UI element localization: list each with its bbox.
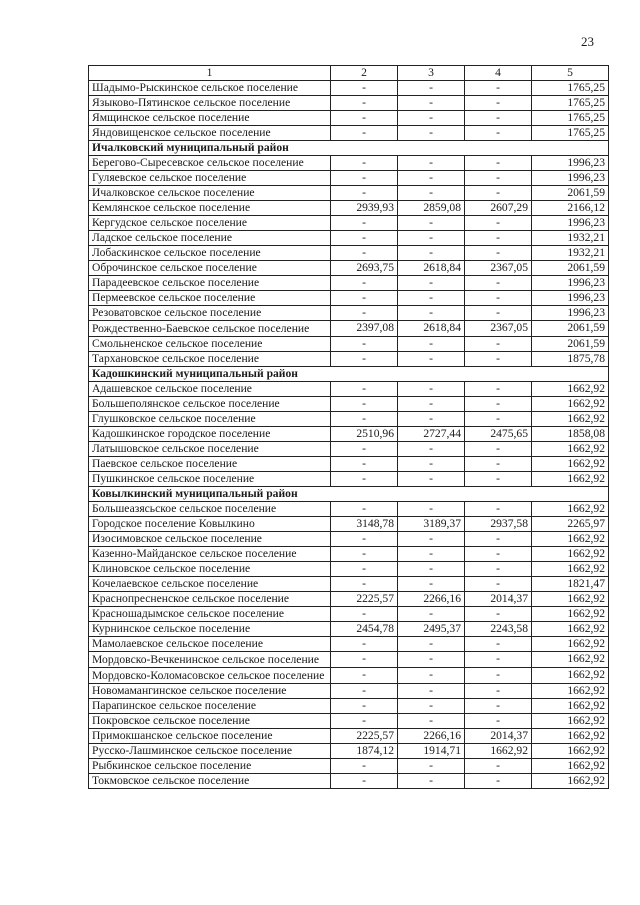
value-col-4: - (465, 306, 532, 321)
settlement-name: Ладское сельское поселение (89, 231, 331, 246)
settlement-name: Мордовско-Вечкенинское сельское поселение (89, 652, 331, 668)
value-col-2: 2510,96 (331, 427, 398, 442)
value-col-5: 1996,23 (532, 216, 609, 231)
value-col-2: 2225,57 (331, 592, 398, 607)
table-row (89, 337, 609, 352)
value-col-5: 1932,21 (532, 231, 609, 246)
table-row (89, 517, 609, 532)
settlement-name: Новомамангинское сельское поселение (89, 684, 331, 699)
settlement-name: Кемлянское сельское поселение (89, 201, 331, 216)
table-row (89, 652, 609, 668)
value-col-5: 1662,92 (532, 592, 609, 607)
value-col-5: 1996,23 (532, 171, 609, 186)
table-row (89, 246, 609, 261)
column-header-3: 3 (398, 66, 465, 81)
value-col-5: 1875,78 (532, 352, 609, 367)
table-row (89, 81, 609, 96)
value-col-4: 1662,92 (465, 744, 532, 759)
table-row (89, 427, 609, 442)
value-col-3: 2618,84 (398, 261, 465, 276)
table-row (89, 547, 609, 562)
value-col-5: 2061,59 (532, 337, 609, 352)
table-row (89, 457, 609, 472)
value-col-3: - (398, 547, 465, 562)
table-row (89, 216, 609, 231)
value-col-5: 2265,97 (532, 517, 609, 532)
column-header-4: 4 (465, 66, 532, 81)
value-col-3: - (398, 126, 465, 141)
value-col-3: 2618,84 (398, 321, 465, 337)
value-col-4: - (465, 382, 532, 397)
value-col-2: - (331, 186, 398, 201)
settlement-name: Языково-Пятинское сельское поселение (89, 96, 331, 111)
value-col-5: 1662,92 (532, 397, 609, 412)
value-col-4: - (465, 276, 532, 291)
value-col-2: - (331, 216, 398, 231)
value-col-2: - (331, 231, 398, 246)
table-row (89, 637, 609, 652)
value-col-3: 1914,71 (398, 744, 465, 759)
value-col-5: 1662,92 (532, 759, 609, 774)
section-title: Кадошкинский муниципальный район (89, 367, 609, 382)
value-col-5: 1996,23 (532, 156, 609, 171)
settlement-name: Шадымо-Рыскинское сельское поселение (89, 81, 331, 96)
value-col-4: 2014,37 (465, 729, 532, 744)
value-col-5: 1662,92 (532, 382, 609, 397)
value-col-3: - (398, 156, 465, 171)
settlement-name: Примокшанское сельское поселение (89, 729, 331, 744)
table-row (89, 276, 609, 291)
value-col-3: - (398, 186, 465, 201)
value-col-2: 2454,78 (331, 622, 398, 637)
section-title: Ковылкинский муниципальный район (89, 487, 609, 502)
value-col-3: - (398, 652, 465, 668)
value-col-5: 1662,92 (532, 714, 609, 729)
value-col-2: - (331, 156, 398, 171)
value-col-4: - (465, 684, 532, 699)
value-col-4: - (465, 352, 532, 367)
table-row (89, 759, 609, 774)
value-col-4: 2607,29 (465, 201, 532, 216)
value-col-5: 1662,92 (532, 744, 609, 759)
table-row (89, 291, 609, 306)
value-col-2: - (331, 457, 398, 472)
table-row (89, 306, 609, 321)
settlement-name: Латышовское сельское поселение (89, 442, 331, 457)
settlement-name: Русско-Лашминское сельское поселение (89, 744, 331, 759)
value-col-5: 1662,92 (532, 547, 609, 562)
value-col-3: - (398, 562, 465, 577)
value-col-2: - (331, 577, 398, 592)
settlement-name: Резоватовское сельское поселение (89, 306, 331, 321)
settlement-name: Кочелаевское сельское поселение (89, 577, 331, 592)
settlement-name: Парапинское сельское поселение (89, 699, 331, 714)
value-col-4: - (465, 412, 532, 427)
table-row (89, 397, 609, 412)
settlement-name: Пушкинское сельское поселение (89, 472, 331, 487)
value-col-5: 1662,92 (532, 637, 609, 652)
value-col-2: 2225,57 (331, 729, 398, 744)
value-col-4: - (465, 186, 532, 201)
value-col-3: - (398, 96, 465, 111)
settlement-name: Яндовищенское сельское поселение (89, 126, 331, 141)
value-col-5: 1996,23 (532, 291, 609, 306)
value-col-4: 2367,05 (465, 261, 532, 276)
table-row (89, 744, 609, 759)
value-col-2: - (331, 699, 398, 714)
value-col-3: - (398, 171, 465, 186)
value-col-3: 2859,08 (398, 201, 465, 216)
value-col-4: - (465, 457, 532, 472)
value-col-3: - (398, 699, 465, 714)
value-col-5: 1662,92 (532, 457, 609, 472)
value-col-4: - (465, 111, 532, 126)
value-col-5: 1662,92 (532, 699, 609, 714)
value-col-2: - (331, 111, 398, 126)
table-row (89, 502, 609, 517)
settlement-name: Токмовское сельское поселение (89, 774, 331, 789)
table-row (89, 532, 609, 547)
value-col-2: - (331, 306, 398, 321)
value-col-2: - (331, 668, 398, 684)
table-row (89, 96, 609, 111)
value-col-2: - (331, 96, 398, 111)
value-col-2: - (331, 412, 398, 427)
value-col-4: - (465, 547, 532, 562)
table-row (89, 622, 609, 637)
value-col-4: - (465, 96, 532, 111)
value-col-5: 2061,59 (532, 321, 609, 337)
value-col-4: - (465, 156, 532, 171)
value-col-5: 1662,92 (532, 607, 609, 622)
value-col-3: - (398, 412, 465, 427)
value-col-4: 2367,05 (465, 321, 532, 337)
value-col-5: 2061,59 (532, 186, 609, 201)
table-row (89, 562, 609, 577)
value-col-5: 1662,92 (532, 532, 609, 547)
value-col-5: 2166,12 (532, 201, 609, 216)
table-row (89, 729, 609, 744)
table-row (89, 111, 609, 126)
value-col-3: 3189,37 (398, 517, 465, 532)
settlement-name: Адашевское сельское поселение (89, 382, 331, 397)
value-col-2: 3148,78 (331, 517, 398, 532)
value-col-5: 1662,92 (532, 774, 609, 789)
table-row (89, 171, 609, 186)
table-row (89, 231, 609, 246)
settlement-name: Рыбкинское сельское поселение (89, 759, 331, 774)
value-col-4: - (465, 637, 532, 652)
value-col-5: 1996,23 (532, 276, 609, 291)
settlement-name: Кадошкинское городское поселение (89, 427, 331, 442)
value-col-3: - (398, 759, 465, 774)
value-col-5: 2061,59 (532, 261, 609, 276)
value-col-4: - (465, 337, 532, 352)
value-col-2: - (331, 637, 398, 652)
value-col-5: 1932,21 (532, 246, 609, 261)
value-col-4: 2014,37 (465, 592, 532, 607)
settlement-name: Паевское сельское поселение (89, 457, 331, 472)
value-col-3: - (398, 291, 465, 306)
settlement-name: Пермеевское сельское поселение (89, 291, 331, 306)
table-row (89, 714, 609, 729)
table-row (89, 156, 609, 171)
section-row (89, 141, 609, 156)
value-col-5: 1996,23 (532, 306, 609, 321)
value-col-4: - (465, 81, 532, 96)
table-row (89, 668, 609, 684)
value-col-5: 1765,25 (532, 81, 609, 96)
table-row (89, 412, 609, 427)
value-col-2: - (331, 397, 398, 412)
value-col-3: - (398, 231, 465, 246)
page-number: 23 (581, 34, 594, 49)
value-col-3: - (398, 607, 465, 622)
table-row (89, 699, 609, 714)
value-col-2: - (331, 382, 398, 397)
column-header-2: 2 (331, 66, 398, 81)
value-col-3: - (398, 352, 465, 367)
value-col-3: - (398, 457, 465, 472)
value-col-5: 1662,92 (532, 622, 609, 637)
table-row (89, 684, 609, 699)
value-col-5: 1765,25 (532, 111, 609, 126)
value-col-4: - (465, 577, 532, 592)
table-body (89, 66, 609, 789)
value-col-2: - (331, 532, 398, 547)
value-col-2: - (331, 337, 398, 352)
value-col-4: - (465, 502, 532, 517)
value-col-2: - (331, 759, 398, 774)
table-row (89, 382, 609, 397)
value-col-5: 1662,92 (532, 652, 609, 668)
value-col-2: - (331, 472, 398, 487)
value-col-4: - (465, 714, 532, 729)
value-col-3: - (398, 246, 465, 261)
settlement-name: Красношадымское сельское поселение (89, 607, 331, 622)
value-col-3: - (398, 216, 465, 231)
section-row (89, 487, 609, 502)
value-col-5: 1858,08 (532, 427, 609, 442)
value-col-3: - (398, 684, 465, 699)
value-col-3: - (398, 774, 465, 789)
table-row (89, 577, 609, 592)
value-col-3: - (398, 532, 465, 547)
value-col-4: - (465, 562, 532, 577)
value-col-3: 2495,37 (398, 622, 465, 637)
settlement-name: Мамолаевское сельское поселение (89, 637, 331, 652)
section-row (89, 367, 609, 382)
value-col-2: - (331, 547, 398, 562)
table-row (89, 126, 609, 141)
settlement-name: Краснопресненское сельское поселение (89, 592, 331, 607)
value-col-5: 1662,92 (532, 562, 609, 577)
value-col-3: - (398, 81, 465, 96)
settlement-name: Оброчинское сельское поселение (89, 261, 331, 276)
value-col-5: 1662,92 (532, 684, 609, 699)
settlement-name: Ичалковское сельское поселение (89, 186, 331, 201)
table-row (89, 774, 609, 789)
value-col-5: 1662,92 (532, 412, 609, 427)
value-col-3: 2727,44 (398, 427, 465, 442)
value-col-4: - (465, 171, 532, 186)
settlement-name: Ямщинское сельское поселение (89, 111, 331, 126)
value-col-4: - (465, 607, 532, 622)
value-col-4: - (465, 126, 532, 141)
value-col-2: - (331, 502, 398, 517)
value-col-4: 2243,58 (465, 622, 532, 637)
table-row (89, 186, 609, 201)
settlement-name: Лобаскинское сельское поселение (89, 246, 331, 261)
value-col-4: - (465, 397, 532, 412)
value-col-4: - (465, 774, 532, 789)
value-col-2: - (331, 126, 398, 141)
value-col-5: 1662,92 (532, 668, 609, 684)
value-col-2: - (331, 714, 398, 729)
settlement-name: Глушковское сельское поселение (89, 412, 331, 427)
settlement-name: Большеполянское сельское поселение (89, 397, 331, 412)
value-col-2: - (331, 652, 398, 668)
table-row (89, 472, 609, 487)
table-row (89, 607, 609, 622)
value-col-2: 1874,12 (331, 744, 398, 759)
value-col-5: 1662,92 (532, 442, 609, 457)
column-header-5: 5 (532, 66, 609, 81)
settlement-name: Рождественно-Баевское сельское поселение (89, 321, 331, 337)
settlement-name: Смольненское сельское поселение (89, 337, 331, 352)
settlement-name: Казенно-Майданское сельское поселение (89, 547, 331, 562)
table-row (89, 592, 609, 607)
value-col-3: - (398, 472, 465, 487)
value-col-4: - (465, 652, 532, 668)
value-col-2: - (331, 562, 398, 577)
value-col-2: - (331, 607, 398, 622)
settlement-name: Кергудское сельское поселение (89, 216, 331, 231)
value-col-2: - (331, 442, 398, 457)
value-col-3: - (398, 637, 465, 652)
value-col-3: 2266,16 (398, 592, 465, 607)
settlement-name: Покровское сельское поселение (89, 714, 331, 729)
value-col-4: 2937,58 (465, 517, 532, 532)
value-col-3: - (398, 714, 465, 729)
value-col-4: - (465, 291, 532, 306)
value-col-3: - (398, 111, 465, 126)
value-col-2: - (331, 352, 398, 367)
settlement-name: Парадеевское сельское поселение (89, 276, 331, 291)
tariff-table (88, 65, 609, 789)
value-col-2: 2693,75 (331, 261, 398, 276)
value-col-4: - (465, 759, 532, 774)
value-col-5: 1662,92 (532, 729, 609, 744)
value-col-5: 1821,47 (532, 577, 609, 592)
value-col-2: 2397,08 (331, 321, 398, 337)
value-col-4: - (465, 699, 532, 714)
value-col-2: - (331, 276, 398, 291)
value-col-3: - (398, 276, 465, 291)
settlement-name: Тархановское сельское поселение (89, 352, 331, 367)
value-col-3: - (398, 502, 465, 517)
value-col-2: - (331, 774, 398, 789)
value-col-3: - (398, 306, 465, 321)
value-col-3: - (398, 382, 465, 397)
value-col-3: - (398, 337, 465, 352)
section-title: Ичалковский муниципальный район (89, 141, 609, 156)
table-row (89, 201, 609, 216)
value-col-4: - (465, 668, 532, 684)
value-col-4: - (465, 246, 532, 261)
value-col-2: - (331, 291, 398, 306)
value-col-4: 2475,65 (465, 427, 532, 442)
value-col-4: - (465, 472, 532, 487)
settlement-name: Клиновское сельское поселение (89, 562, 331, 577)
value-col-5: 1662,92 (532, 502, 609, 517)
settlement-name: Большеазясьское сельское поселение (89, 502, 331, 517)
settlement-name: Берегово-Сыресевское сельское поселение (89, 156, 331, 171)
value-col-3: - (398, 397, 465, 412)
value-col-4: - (465, 442, 532, 457)
value-col-5: 1765,25 (532, 96, 609, 111)
table-row (89, 321, 609, 337)
settlement-name: Городское поселение Ковылкино (89, 517, 331, 532)
value-col-2: 2939,93 (331, 201, 398, 216)
settlement-name: Курнинское сельское поселение (89, 622, 331, 637)
settlement-name: Мордовско-Коломасовское сельское поселение (89, 668, 331, 684)
value-col-2: - (331, 81, 398, 96)
value-col-4: - (465, 532, 532, 547)
value-col-3: - (398, 668, 465, 684)
value-col-3: 2266,16 (398, 729, 465, 744)
settlement-name: Изосимовское сельское поселение (89, 532, 331, 547)
column-header-1: 1 (89, 66, 331, 81)
table-row (89, 352, 609, 367)
value-col-5: 1765,25 (532, 126, 609, 141)
value-col-2: - (331, 171, 398, 186)
value-col-5: 1662,92 (532, 472, 609, 487)
value-col-4: - (465, 216, 532, 231)
value-col-3: - (398, 442, 465, 457)
value-col-3: - (398, 577, 465, 592)
value-col-2: - (331, 684, 398, 699)
value-col-4: - (465, 231, 532, 246)
table-header-row (89, 66, 609, 81)
settlement-name: Гуляевское сельское поселение (89, 171, 331, 186)
value-col-2: - (331, 246, 398, 261)
table-row (89, 261, 609, 276)
table-row (89, 442, 609, 457)
